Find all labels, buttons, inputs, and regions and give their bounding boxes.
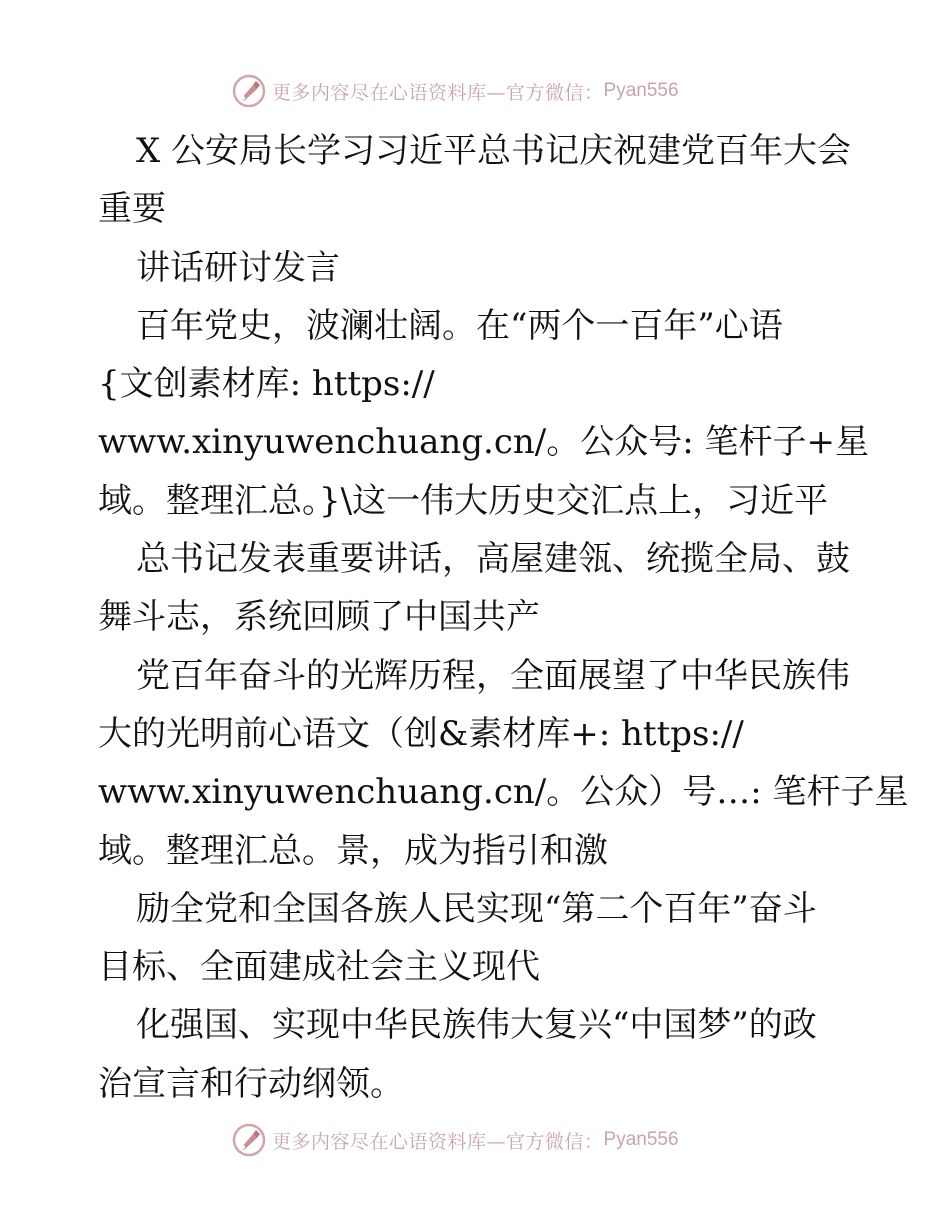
document-body: [98, 122, 909, 1113]
text-line: 总书记发表重要讲话，高屋建瓴、统揽全局、鼓: [136, 539, 850, 580]
pen-nib-logo-icon: [232, 74, 266, 108]
text-line: X 公安局长学习习近平总书记庆祝建党百年大会: [136, 131, 852, 171]
footer-watermark-banner: [232, 1120, 679, 1160]
pen-nib-logo-icon: [232, 1123, 266, 1157]
text-line: 百年党史，波澜壮阔。在“两个一百年”心语: [136, 305, 783, 346]
text-line: www.xinyuwenchuang.cn/。公众号: 笔杆子+星: [98, 422, 869, 463]
text-line: 重要: [98, 189, 166, 230]
header-watermark-banner: [232, 71, 679, 111]
text-line: {文创素材库: https://: [98, 364, 435, 405]
text-line: 讲话研讨发言: [136, 247, 340, 288]
text-line: 化强国、实现中华民族伟大复兴“中国梦”的政: [136, 1005, 817, 1046]
text-line: www.xinyuwenchuang.cn/。公众）号…: 笔杆子星: [98, 772, 909, 813]
text-line: 励全党和全国各族人民实现“第二个百年”奋斗: [136, 888, 817, 929]
text-line: 域。整理汇总。}\这一伟大历史交汇点上，习近平: [98, 480, 829, 521]
text-line: 舞斗志，系统回顾了中国共产: [98, 597, 540, 638]
text-line: 目标、全面建成社会主义现代: [98, 947, 540, 988]
footer-wechat-id: Pyan556: [603, 1129, 679, 1150]
text-line: 大的光明前心语文（创&素材库+: https://: [98, 713, 744, 754]
text-line: 党百年奋斗的光辉历程，全面展望了中华民族伟: [136, 655, 850, 696]
text-line: 域。整理汇总。景，成为指引和激: [98, 830, 608, 871]
header-banner-text: 更多内容尽在心语资料库—官方微信：: [272, 81, 604, 104]
footer-banner-text: 更多内容尽在心语资料库—官方微信：: [272, 1130, 604, 1153]
text-line: 治宣言和行动纲领。: [98, 1063, 404, 1104]
header-wechat-id: Pyan556: [603, 80, 679, 101]
